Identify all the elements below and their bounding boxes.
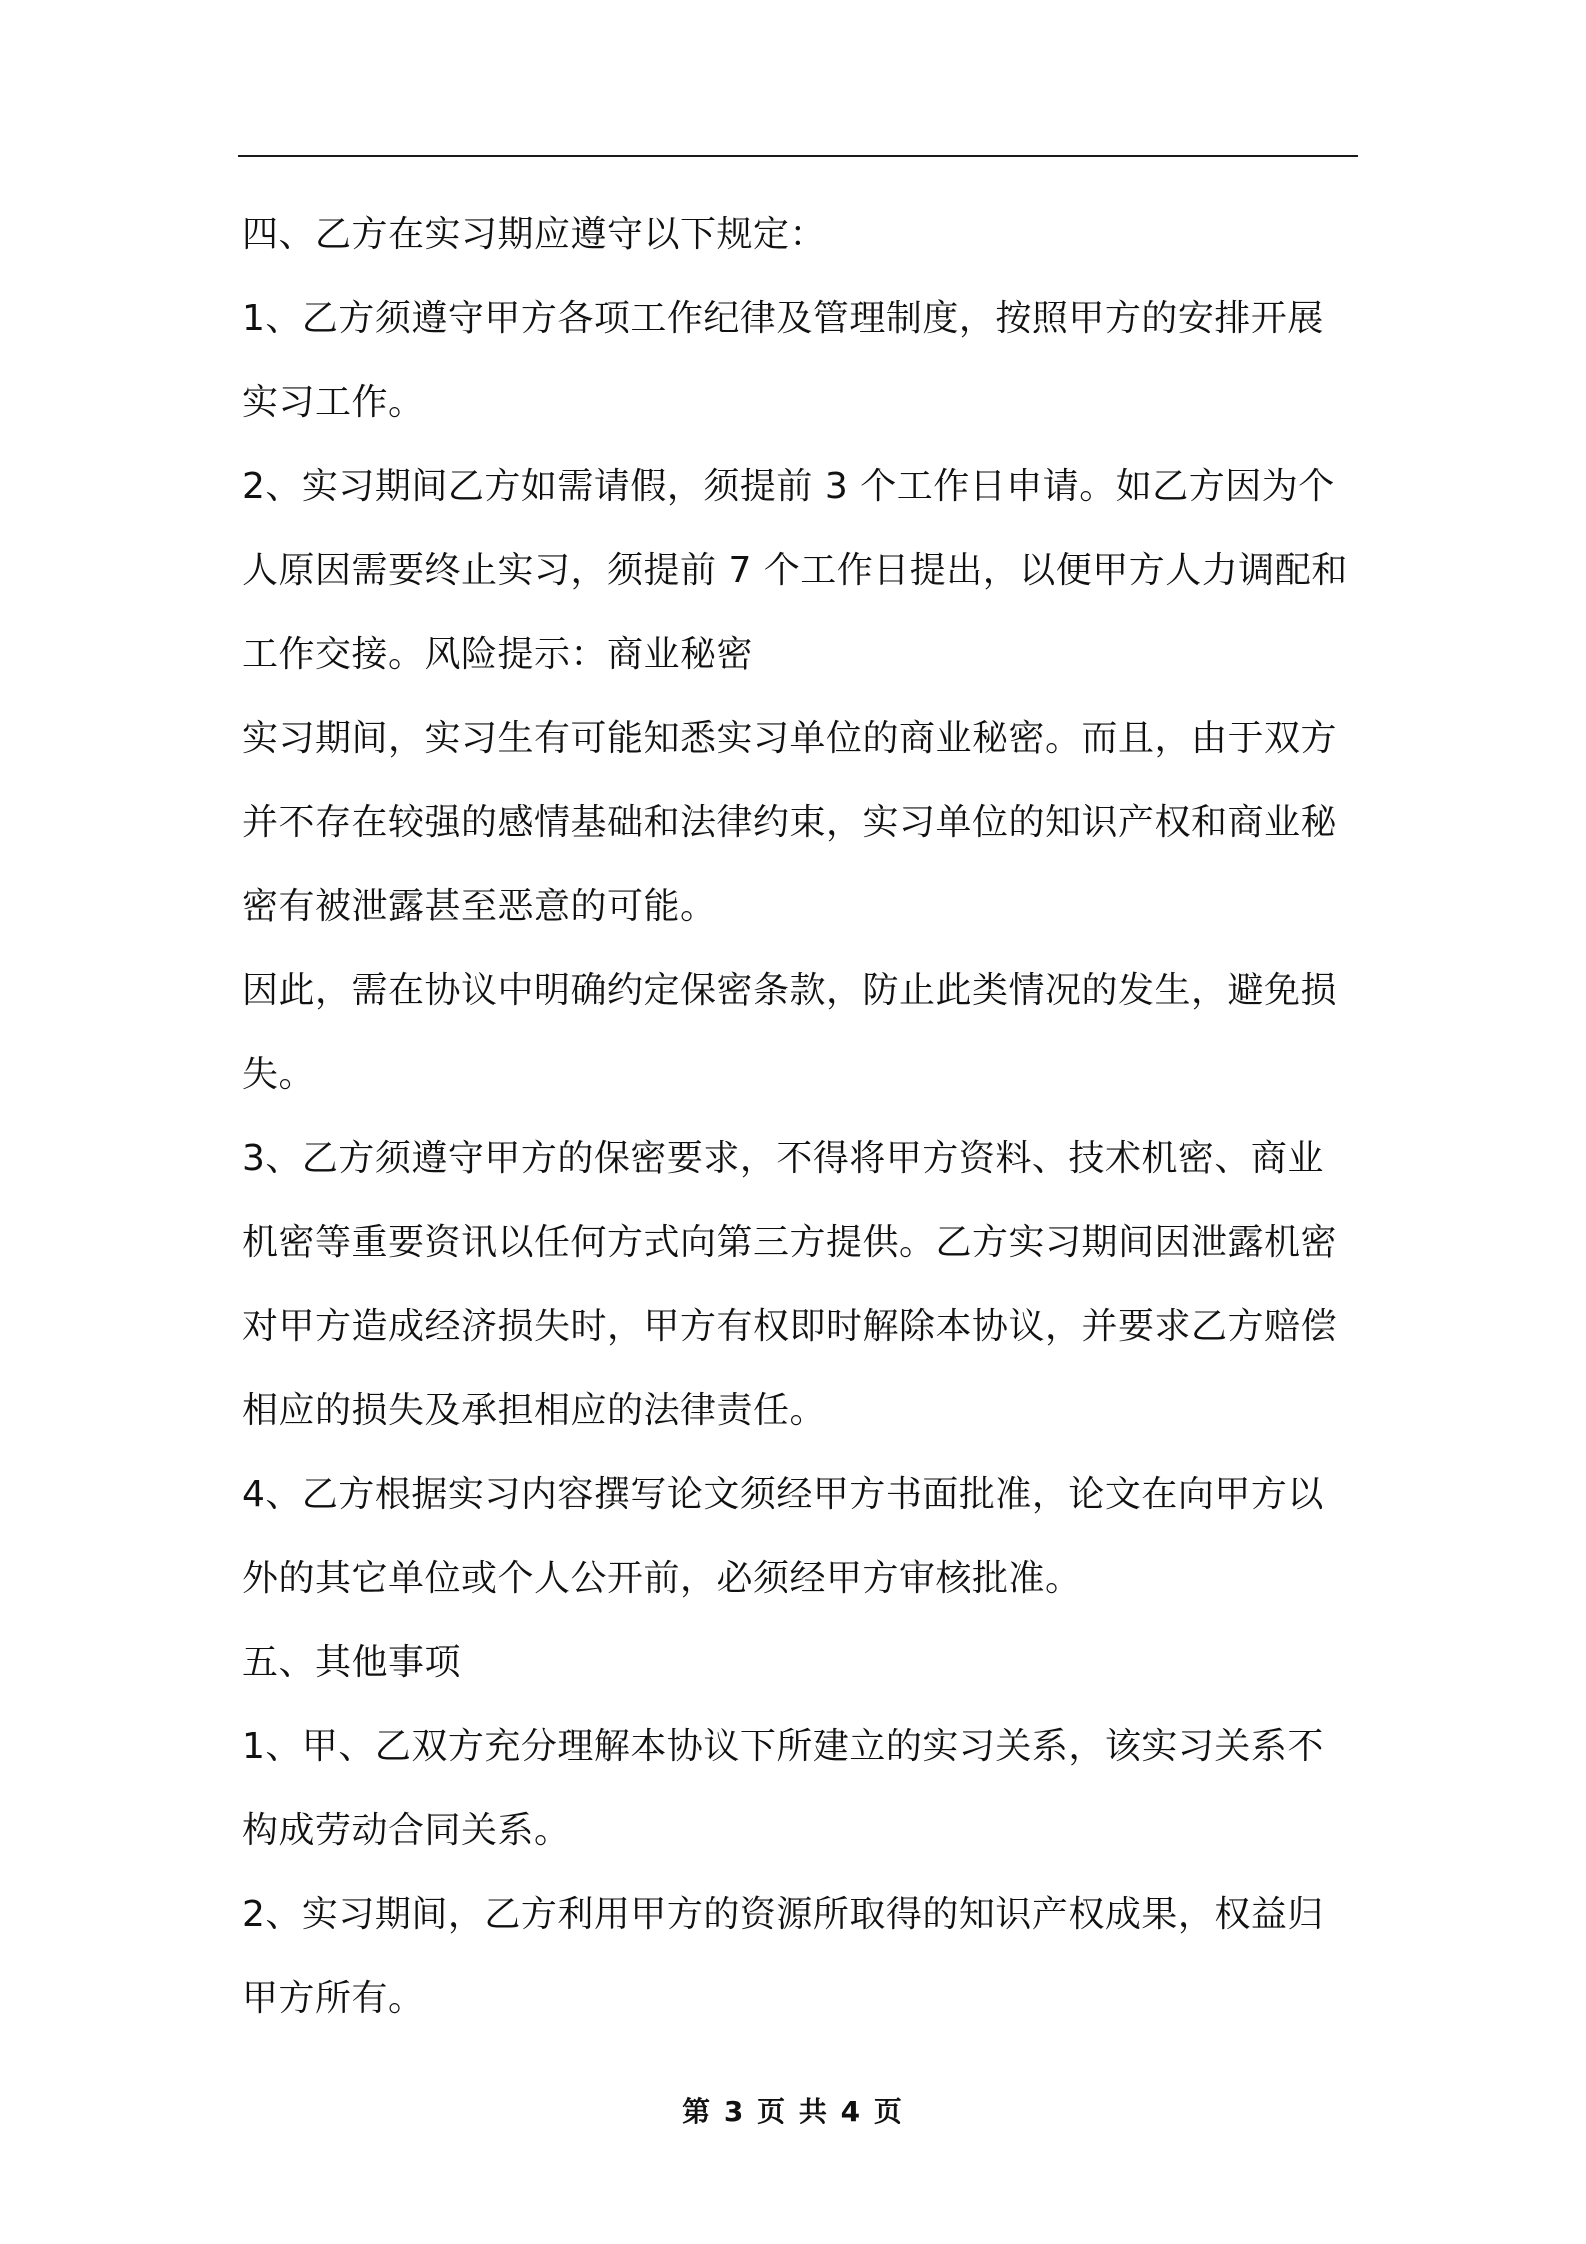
clause-5-2: 2、实习期间，乙方利用甲方的资源所取得的知识产权成果，权益归甲方所有。 (242, 1894, 1324, 2019)
page-footer: 第 3 页 共 4 页 (682, 2095, 904, 2128)
document-body (242, 193, 1358, 2041)
clause-5-1: 1、甲、乙双方充分理解本协议下所建立的实习关系，该实习关系不构成劳动合同关系。 (242, 1726, 1324, 1851)
clause-4-4: 4、乙方根据实习内容撰写论文须经甲方书面批准，论文在向甲方以外的其它单位或个人公开前，必须经甲方审核批准。 (242, 1474, 1324, 1599)
header-rule (238, 155, 1358, 157)
section-heading-5: 五、其他事项 (242, 1642, 462, 1683)
clause-4-2: 2、实习期间乙方如需请假，须提前 3 个工作日申请。如乙方因为个人原因需要终止实习，须提前 7 个工作日提出，以便甲方人力调配和工作交接。风险提示：商业秘密 (242, 466, 1348, 675)
risk-note-paragraph-1: 实习期间，实习生有可能知悉实习单位的商业秘密。而且，由于双方并不存在较强的感情基础和法律约束，实习单位的知识产权和商业秘密有被泄露甚至恶意的可能。 (242, 718, 1338, 927)
risk-note-paragraph-2: 因此，需在协议中明确约定保密条款，防止此类情况的发生，避免损失。 (242, 970, 1338, 1095)
clause-4-3: 3、乙方须遵守甲方的保密要求，不得将甲方资料、技术机密、商业机密等重要资讯以任何方式向第三方提供。乙方实习期间因泄露机密对甲方造成经济损失时，甲方有权即时解除本协议，并要求乙方赔偿相应的损失及承担相应的法律责任。 (242, 1138, 1338, 1431)
section-heading-4: 四、乙方在实习期应遵守以下规定： (242, 214, 827, 255)
clause-4-1: 1、乙方须遵守甲方各项工作纪律及管理制度，按照甲方的安排开展实习工作。 (242, 298, 1324, 423)
